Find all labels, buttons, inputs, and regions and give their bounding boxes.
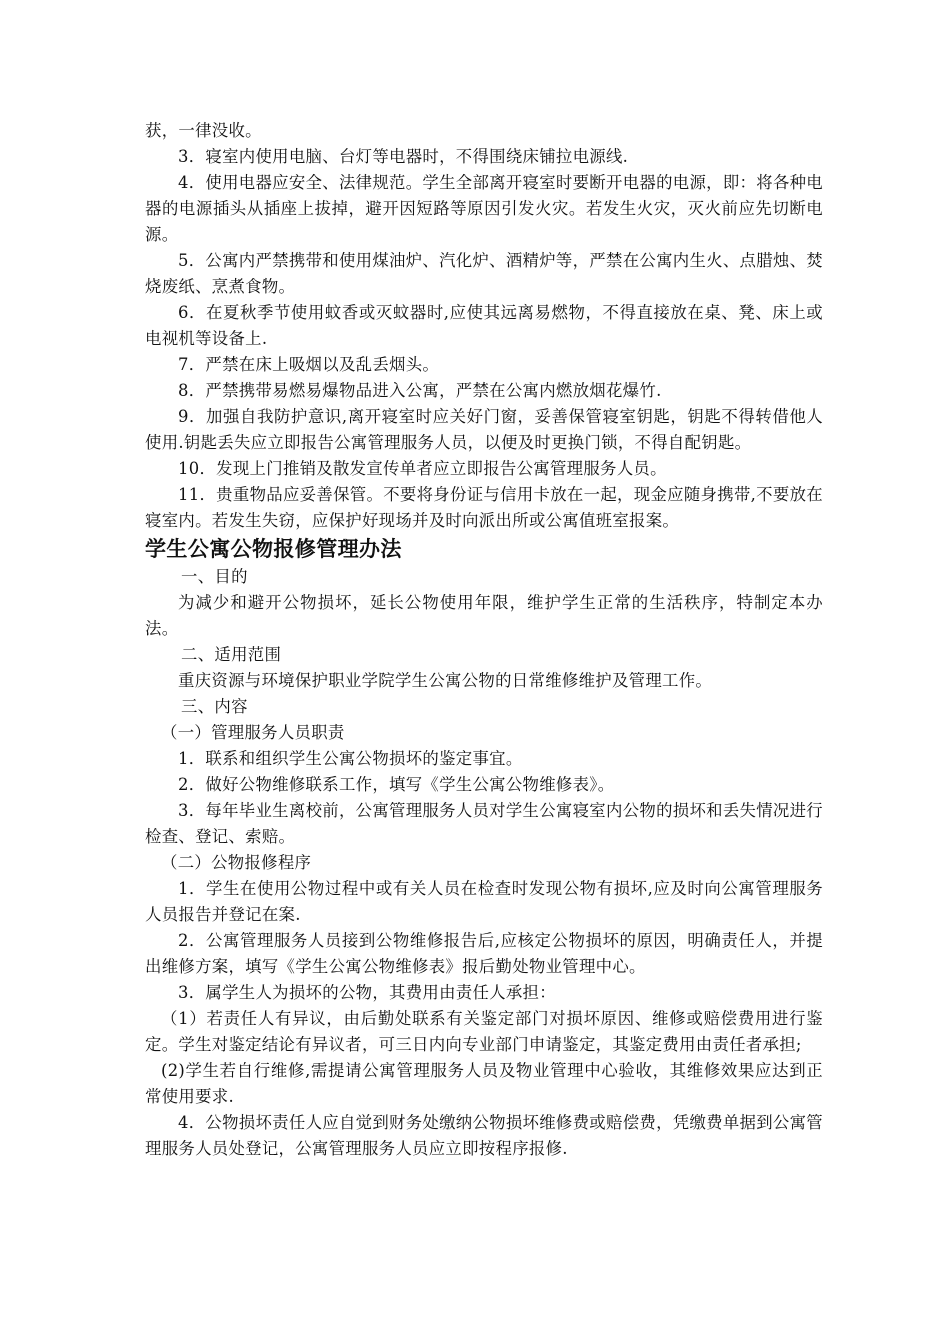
duty-item-3: 3．每年毕业生离校前，公寓管理服务人员对学生公寓寝室内公物的损坏和丢失情况进行检查、登记、索赔。 bbox=[145, 801, 823, 846]
purpose-text: 为减少和避开公物损坏，延长公物使用年限，维护学生正常的生活秩序，特制定本办法。 bbox=[145, 593, 823, 638]
document-page bbox=[145, 118, 823, 1162]
procedure-item-3-sub-2: (2)学生若自行维修,需提请公寓管理服务人员及物业管理中心验收，其维修效果应达到正常使用要求. bbox=[145, 1061, 823, 1106]
paragraph-continuation: 获，一律没收。 bbox=[145, 121, 262, 140]
scope-text: 重庆资源与环境保护职业学院学生公寓公物的日常维修维护及管理工作。 bbox=[178, 671, 713, 690]
procedure-item-3: 3．属学生人为损坏的公物，其费用由责任人承担： bbox=[178, 983, 556, 1002]
procedure-item-3-sub-1: （1）若责任人有异议，由后勤处联系有关鉴定部门对损坏原因、维修或赔偿费用进行鉴定。学生对鉴定结论有异议者，可三日内向专业部门申请鉴定，其鉴定费用由责任者承担; bbox=[145, 1009, 823, 1054]
rule-item-11: 11．贵重物品应妥善保管。不要将身份证与信用卡放在一起，现金应随身携带,不要放在寝室内。若发生失窃，应保护好现场并及时向派出所或公寓值班室报案。 bbox=[145, 485, 823, 530]
rule-item-9: 9．加强自我防护意识,离开寝室时应关好门窗，妥善保管寝室钥匙，钥匙不得转借他人使用.钥匙丢失应立即报告公寓管理服务人员，以便及时更换门锁，不得自配钥匙。 bbox=[145, 407, 823, 452]
heading-content: 三、内容 bbox=[181, 697, 248, 716]
heading-duties: （一）管理服务人员职责 bbox=[161, 723, 345, 742]
heading-procedure: （二）公物报修程序 bbox=[161, 853, 312, 872]
procedure-item-2: 2．公寓管理服务人员接到公物维修报告后,应核定公物损坏的原因，明确责任人，并提出维修方案，填写《学生公寓公物维修表》报后勤处物业管理中心。 bbox=[145, 931, 823, 976]
rule-item-8: 8．严禁携带易燃易爆物品进入公寓，严禁在公寓内燃放烟花爆竹. bbox=[178, 381, 662, 400]
rule-item-4: 4．使用电器应安全、法律规范。学生全部离开寝室时要断开电器的电源，即：将各种电器的电源插头从插座上拔掉，避开因短路等原因引发火灾。若发生火灾，灭火前应先切断电源。 bbox=[145, 173, 823, 244]
rule-item-7: 7．严禁在床上吸烟以及乱丢烟头。 bbox=[178, 355, 440, 374]
duty-item-1: 1．联系和组织学生公寓公物损坏的鉴定事宜。 bbox=[178, 749, 523, 768]
heading-purpose: 一、目的 bbox=[181, 567, 248, 586]
rule-item-6: 6．在夏秋季节使用蚊香或灭蚊器时,应使其远离易燃物，不得直接放在桌、凳、床上或电视机等设备上. bbox=[145, 303, 823, 348]
rule-item-3: 3．寝室内使用电脑、台灯等电器时，不得围绕床铺拉电源线. bbox=[178, 147, 629, 166]
heading-scope: 二、适用范围 bbox=[181, 645, 282, 664]
duty-item-2: 2．做好公物维修联系工作，填写《学生公寓公物维修表》。 bbox=[178, 775, 615, 794]
section-heading: 学生公寓公物报修管理办法 bbox=[145, 537, 402, 561]
procedure-item-4: 4．公物损坏责任人应自觉到财务处缴纳公物损坏维修费或赔偿费，凭缴费单据到公寓管理服务人员处登记，公寓管理服务人员应立即按程序报修. bbox=[145, 1113, 823, 1158]
rule-item-5: 5．公寓内严禁携带和使用煤油炉、汽化炉、酒精炉等，严禁在公寓内生火、点腊烛、焚烧废纸、烹煮食物。 bbox=[145, 251, 823, 296]
procedure-item-1: 1．学生在使用公物过程中或有关人员在检查时发现公物有损坏,应及时向公寓管理服务人员报告并登记在案. bbox=[145, 879, 823, 924]
rule-item-10: 10．发现上门推销及散发宣传单者应立即报告公寓管理服务人员。 bbox=[178, 459, 667, 478]
